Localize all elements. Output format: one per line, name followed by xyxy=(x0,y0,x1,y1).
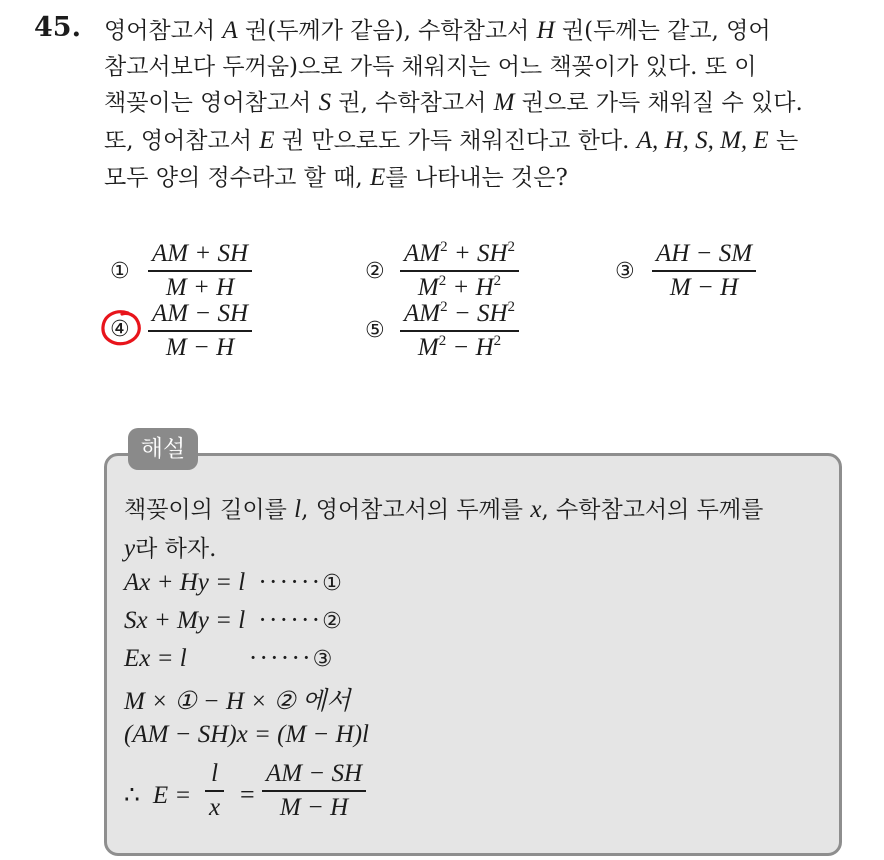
choice-1-marker[interactable]: ① xyxy=(110,259,130,284)
choice-5-marker[interactable]: ⑤ xyxy=(365,318,385,343)
conclusion-fraction-1: l x xyxy=(205,760,224,822)
equation-4: (AM − SH)x = (M − H)l xyxy=(124,721,369,748)
choice-3-marker[interactable]: ③ xyxy=(615,259,635,284)
equation-1: Ax + Hy = l ······① xyxy=(124,567,342,596)
solution-tag: 해설 xyxy=(128,428,198,470)
question-line-4: 또, 영어참고서 E 권 만으로도 가득 채워진다고 한다. A, H, S, M, E 는 xyxy=(104,127,799,154)
solution-line-2: y라 하자. xyxy=(124,535,217,562)
question-number: 45. xyxy=(34,12,81,43)
choice-4-fraction[interactable] xyxy=(148,300,252,362)
conclusion-equals: = xyxy=(240,780,255,809)
choice-4-marker[interactable]: ④ xyxy=(110,317,130,342)
choice-3-fraction[interactable] xyxy=(652,240,756,302)
choice-5-numerator: $AM^2 - SH^2$ xyxy=(404,299,516,327)
choice-1-fraction[interactable] xyxy=(148,240,252,302)
question-line-3: 책꽂이는 영어참고서 S 권, 수학참고서 M 권으로 가득 채워질 수 있다. xyxy=(104,89,803,116)
choice-1-denominator: M + H xyxy=(165,273,235,301)
choice-5-fraction[interactable] xyxy=(400,300,519,362)
question-line-1: 영어참고서 A 권(두께가 같음), 수학참고서 H 권(두께는 같고, 영어 xyxy=(104,17,771,44)
choice-5-denominator: $M^2 - H^2$ xyxy=(417,332,502,361)
choice-1-numerator: AM + SH xyxy=(152,240,249,267)
choice-3-numerator: AH − SM xyxy=(656,240,753,267)
question-line-5: 모두 양의 정수라고 할 때, E를 나타내는 것은? xyxy=(104,164,568,191)
question-line-2: 참고서보다 두꺼움)으로 가득 채워지는 어느 책꽂이가 있다. 또 이 xyxy=(104,54,757,80)
conclusion-fraction-2: AM − SH M − H xyxy=(262,760,366,822)
choice-2-fraction[interactable] xyxy=(400,240,519,302)
equation-2: Sx + My = l ······② xyxy=(124,605,342,634)
equation-3: Ex = l ······③ xyxy=(124,643,333,672)
choice-2-denominator: $M^2 + H^2$ xyxy=(417,272,502,301)
elimination-step: M × ① − H × ② 에서 xyxy=(124,688,351,715)
choice-4-numerator: AM − SH xyxy=(152,300,249,327)
choice-4-denominator: M − H xyxy=(165,333,235,361)
choice-2-numerator: $AM^2 + SH^2$ xyxy=(404,239,516,267)
conclusion-lhs: ∴ E = xyxy=(124,782,192,809)
choice-2-marker[interactable]: ② xyxy=(365,259,385,284)
solution-line-1: 책꽂이의 길이를 l, 영어참고서의 두께를 x, 수학참고서의 두께를 xyxy=(124,496,764,523)
choice-3-denominator: M − H xyxy=(669,273,739,301)
